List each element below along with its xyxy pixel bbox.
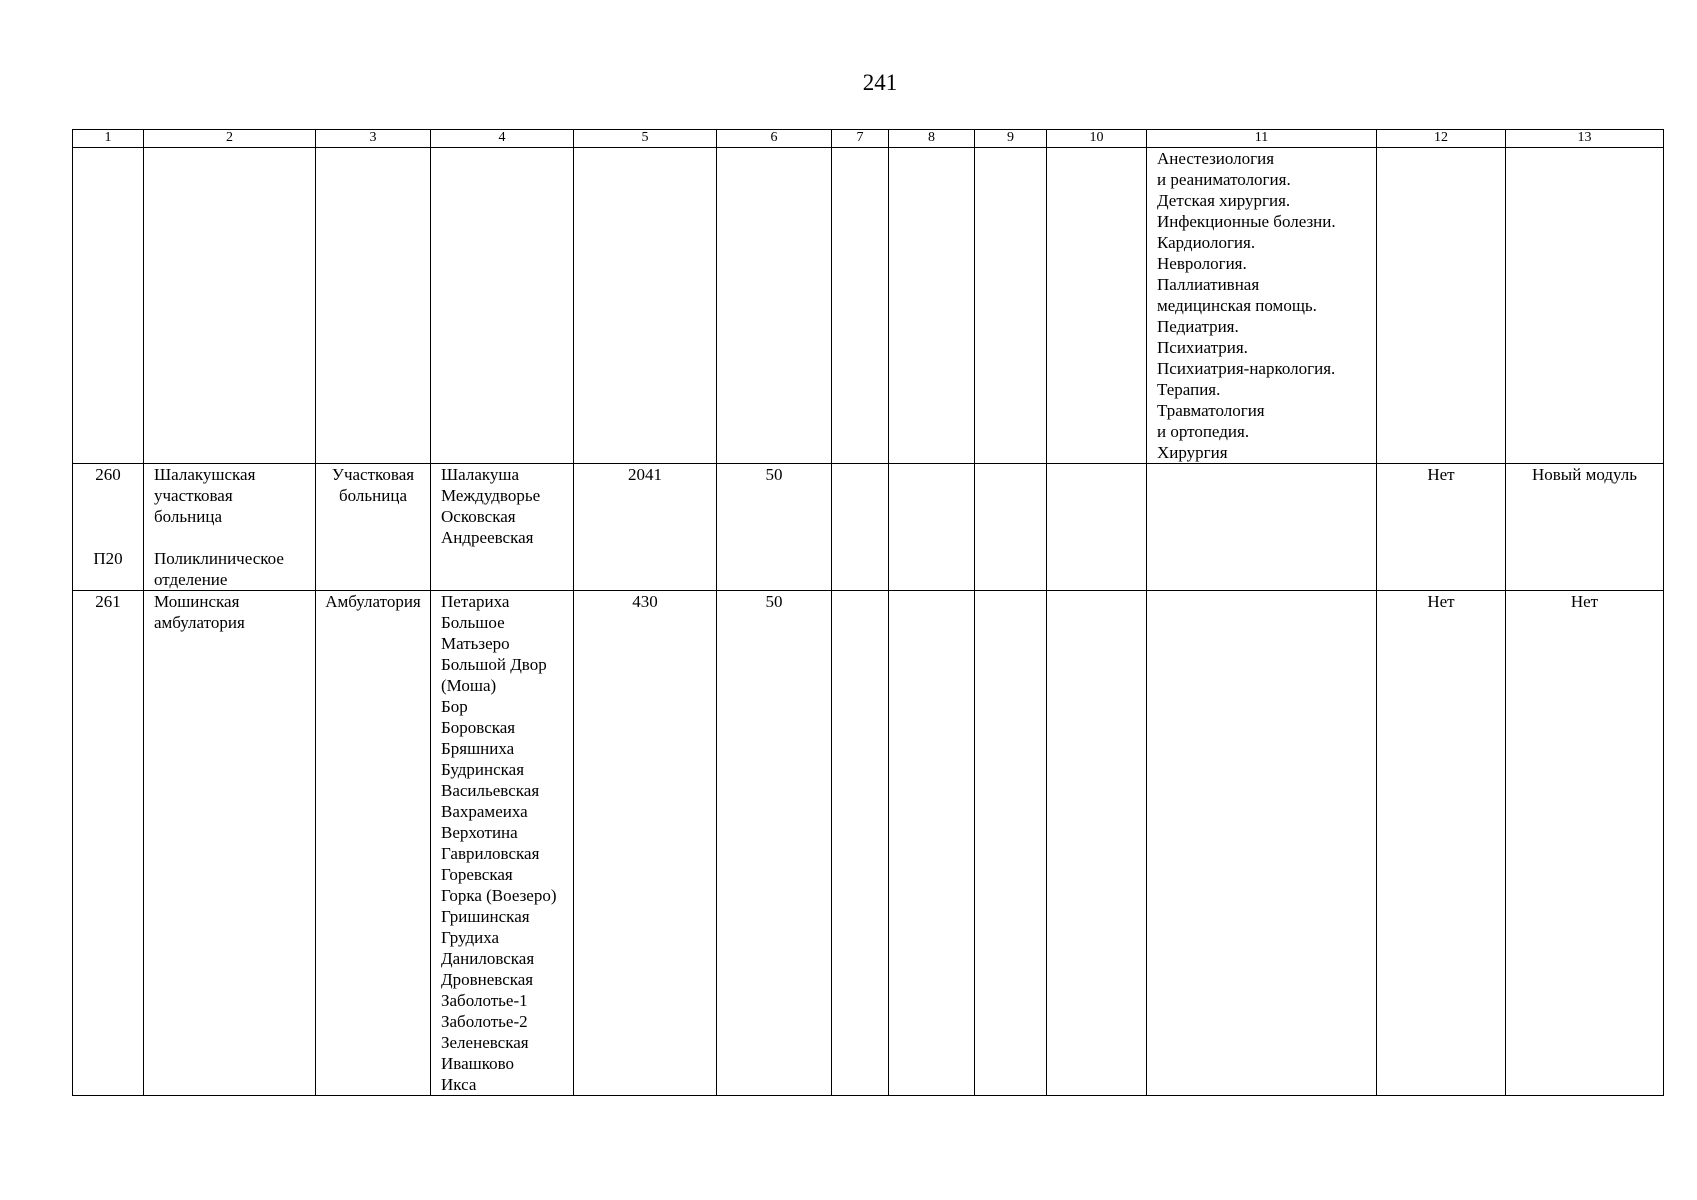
col12-cell: Нет <box>1377 591 1506 1096</box>
settlement: Ивашково <box>441 1054 515 1073</box>
institution-line: отделение <box>154 570 228 589</box>
table-row <box>73 591 1664 1096</box>
col10-cell <box>1047 591 1147 1096</box>
column-number: 12 <box>1377 130 1506 148</box>
table-row <box>73 148 1664 464</box>
population-cell <box>574 148 717 464</box>
population-cell: 430 <box>574 591 717 1096</box>
profile-line: Анестезиология <box>1157 149 1275 168</box>
col10-cell <box>1047 148 1147 464</box>
settlements-cell <box>431 148 574 464</box>
col7-cell <box>832 591 889 1096</box>
settlements-cell <box>431 464 574 591</box>
row-code: П20 <box>93 549 123 568</box>
profile-line: Кардиология. <box>1157 233 1256 252</box>
column-number: 11 <box>1147 130 1377 148</box>
profile-line: Психиатрия-наркология. <box>1157 359 1336 378</box>
settlement: Васильевская <box>441 781 540 800</box>
page-number: 241 <box>862 70 898 95</box>
row-number-cell <box>73 148 144 464</box>
settlement: Икса <box>441 1075 477 1094</box>
col12-cell: Нет <box>1377 464 1506 591</box>
col9-cell <box>975 591 1047 1096</box>
row-number: 260 <box>95 465 121 484</box>
type-cell <box>316 148 431 464</box>
col9-cell <box>975 464 1047 591</box>
institution-line: амбулатория <box>154 613 245 632</box>
column-number: 5 <box>574 130 717 148</box>
settlement: Большое <box>441 613 505 632</box>
institution-line: участковая <box>154 486 233 505</box>
settlement: Верхотина <box>441 823 518 842</box>
column-number: 9 <box>975 130 1047 148</box>
column-number: 1 <box>73 130 144 148</box>
column-number: 4 <box>431 130 574 148</box>
row-number-cell: 261 <box>73 591 144 1096</box>
settlement: Гришинская <box>441 907 530 926</box>
type-line: Амбулатория <box>325 592 421 611</box>
profile-line: медицинская помощь. <box>1157 296 1317 315</box>
profile-line: и реаниматология. <box>1157 170 1291 189</box>
col8-cell <box>889 148 975 464</box>
settlement: Бор <box>441 697 468 716</box>
profile-line: Педиатрия. <box>1157 317 1239 336</box>
column-number: 3 <box>316 130 431 148</box>
institution-cell <box>144 148 316 464</box>
type-cell <box>316 591 431 1096</box>
settlement: Горевская <box>441 865 513 884</box>
settlement: Даниловская <box>441 949 535 968</box>
col7-cell <box>832 148 889 464</box>
column-number-row <box>73 130 1664 148</box>
row-number-cell <box>73 464 144 591</box>
register-table <box>72 129 1664 1096</box>
settlement: Горка (Воезеро) <box>441 886 557 905</box>
type-line: Участковая <box>331 465 415 484</box>
profile-line: Неврология. <box>1157 254 1247 273</box>
type-line: больница <box>339 486 407 505</box>
settlement: Осковская <box>441 507 516 526</box>
settlement: Будринская <box>441 760 525 779</box>
distance-cell: 50 <box>717 464 832 591</box>
profile-line: и ортопедия. <box>1157 422 1250 441</box>
type-cell <box>316 464 431 591</box>
col8-cell <box>889 591 975 1096</box>
institution-cell <box>144 591 316 1096</box>
profile-line: Терапия. <box>1157 380 1221 399</box>
settlement: Петариха <box>441 592 510 611</box>
profiles-cell <box>1147 148 1377 464</box>
settlement: Заболотье-1 <box>441 991 528 1010</box>
col9-cell <box>975 148 1047 464</box>
settlements-cell <box>431 591 574 1096</box>
profile-line: Психиатрия. <box>1157 338 1248 357</box>
col8-cell <box>889 464 975 591</box>
settlement: Матьзеро <box>441 634 510 653</box>
institution-line: Поликлиническое <box>154 549 284 568</box>
profile-line: Паллиативная <box>1157 275 1260 294</box>
column-number: 8 <box>889 130 975 148</box>
profile-line: Детская хирургия. <box>1157 191 1291 210</box>
column-number: 10 <box>1047 130 1147 148</box>
distance-cell: 50 <box>717 591 832 1096</box>
settlement: Боровская <box>441 718 516 737</box>
col13-cell <box>1506 148 1664 464</box>
column-number: 13 <box>1506 130 1664 148</box>
profile-line: Хирургия <box>1157 443 1228 462</box>
settlement: Бряшниха <box>441 739 515 758</box>
settlement: Большой Двор <box>441 655 547 674</box>
institution-cell <box>144 464 316 591</box>
profile-line: Инфекционные болезни. <box>1157 212 1336 231</box>
settlement: Гавриловская <box>441 844 540 863</box>
population-cell: 2041 <box>574 464 717 591</box>
column-number: 7 <box>832 130 889 148</box>
settlement: Зеленевская <box>441 1033 529 1052</box>
institution-line: больница <box>154 507 222 526</box>
settlement: Заболотье-2 <box>441 1012 528 1031</box>
profile-line: Травматология <box>1157 401 1265 420</box>
institution-line: Шалакушская <box>154 465 256 484</box>
profiles-cell <box>1147 591 1377 1096</box>
profiles-cell <box>1147 464 1377 591</box>
column-number: 6 <box>717 130 832 148</box>
column-number: 2 <box>144 130 316 148</box>
distance-cell <box>717 148 832 464</box>
settlement: Андреевская <box>441 528 534 547</box>
settlement: Грудиха <box>441 928 500 947</box>
settlement: Шалакуша <box>441 465 520 484</box>
settlement: Междудворье <box>441 486 541 505</box>
col7-cell <box>832 464 889 591</box>
settlement: (Моша) <box>441 676 497 695</box>
institution-line: Мошинская <box>154 592 240 611</box>
col13-cell: Новый модуль <box>1506 464 1664 591</box>
col12-cell <box>1377 148 1506 464</box>
settlement: Вахрамеиха <box>441 802 528 821</box>
col13-cell: Нет <box>1506 591 1664 1096</box>
settlement: Дровневская <box>441 970 534 989</box>
table-row <box>73 464 1664 591</box>
col10-cell <box>1047 464 1147 591</box>
